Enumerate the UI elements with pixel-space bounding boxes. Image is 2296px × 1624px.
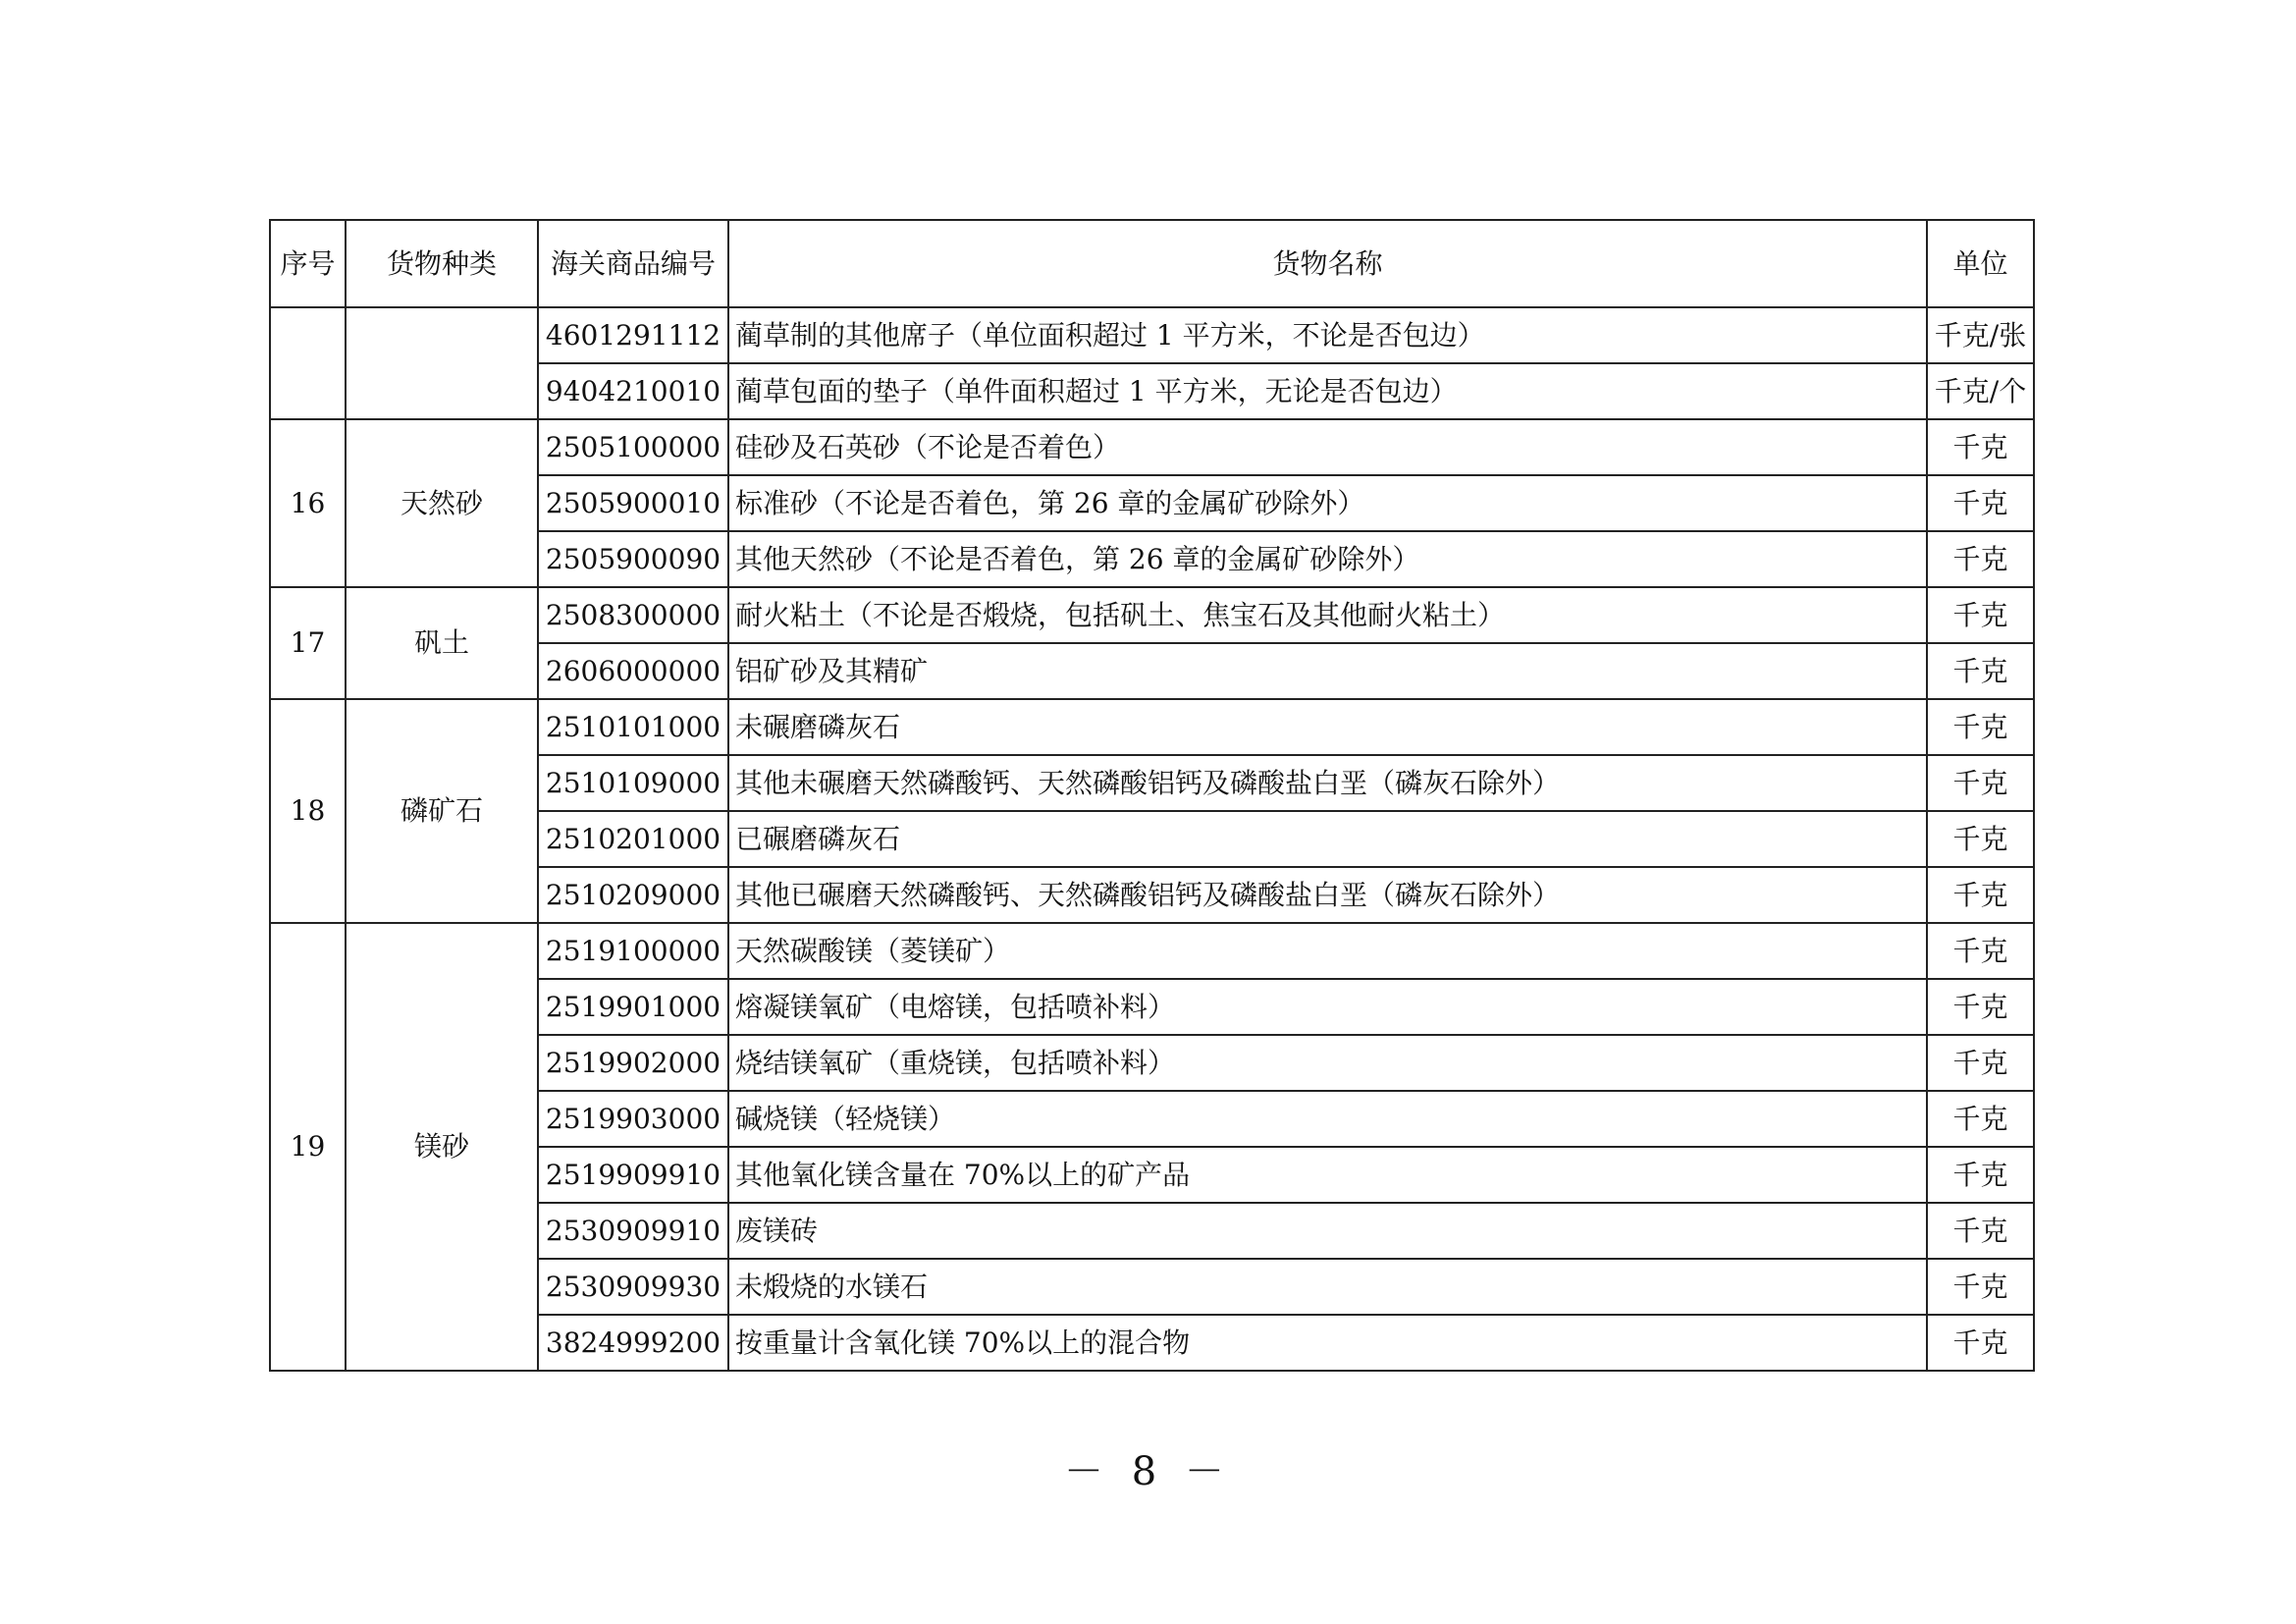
cell-code: 2510209000 xyxy=(538,867,728,923)
cell-code: 2519901000 xyxy=(538,979,728,1035)
cell-unit: 千克 xyxy=(1927,1091,2034,1147)
cell-unit: 千克 xyxy=(1927,923,2034,979)
cell-code: 2505900090 xyxy=(538,531,728,587)
cell-name: 其他已碾磨天然磷酸钙、天然磷酸铝钙及磷酸盐白垩（磷灰石除外） xyxy=(728,867,1927,923)
cell-name: 未煅烧的水镁石 xyxy=(728,1259,1927,1315)
cell-category xyxy=(346,307,538,419)
cell-unit: 千克 xyxy=(1927,867,2034,923)
cell-code: 2510109000 xyxy=(538,755,728,811)
cell-name: 标准砂（不论是否着色，第 26 章的金属矿砂除外） xyxy=(728,475,1927,531)
header-code: 海关商品编号 xyxy=(538,220,728,307)
cell-unit: 千克 xyxy=(1927,643,2034,699)
cell-name: 硅砂及石英砂（不论是否着色） xyxy=(728,419,1927,475)
cell-seq: 17 xyxy=(270,587,346,699)
cell-unit: 千克 xyxy=(1927,979,2034,1035)
cell-code: 2505100000 xyxy=(538,419,728,475)
cell-name: 烧结镁氧矿（重烧镁，包括喷补料） xyxy=(728,1035,1927,1091)
cell-category: 磷矿石 xyxy=(346,699,538,923)
cell-unit: 千克 xyxy=(1927,1259,2034,1315)
table-row xyxy=(270,307,2034,363)
cell-unit: 千克 xyxy=(1927,811,2034,867)
cell-name: 按重量计含氧化镁 70%以上的混合物 xyxy=(728,1315,1927,1371)
cell-code: 2519902000 xyxy=(538,1035,728,1091)
cell-name: 蔺草包面的垫子（单件面积超过 1 平方米，无论是否包边） xyxy=(728,363,1927,419)
cell-code: 3824999200 xyxy=(538,1315,728,1371)
cell-code: 2606000000 xyxy=(538,643,728,699)
cell-seq xyxy=(270,307,346,419)
cell-seq: 16 xyxy=(270,419,346,587)
cell-unit: 千克 xyxy=(1927,531,2034,587)
cell-name: 铝矿砂及其精矿 xyxy=(728,643,1927,699)
cell-name: 未碾磨磷灰石 xyxy=(728,699,1927,755)
page-number: － 8 － xyxy=(1064,1449,1232,1494)
cell-category: 镁砂 xyxy=(346,923,538,1371)
header-category: 货物种类 xyxy=(346,220,538,307)
header-unit: 单位 xyxy=(1927,220,2034,307)
table-header-row xyxy=(270,220,2034,307)
cell-code: 2519100000 xyxy=(538,923,728,979)
table-row xyxy=(270,587,2034,643)
header-seq: 序号 xyxy=(270,220,346,307)
cell-name: 其他天然砂（不论是否着色，第 26 章的金属矿砂除外） xyxy=(728,531,1927,587)
table-row xyxy=(270,699,2034,755)
cell-name: 废镁砖 xyxy=(728,1203,1927,1259)
cell-category: 天然砂 xyxy=(346,419,538,587)
cell-unit: 千克 xyxy=(1927,475,2034,531)
cell-name: 耐火粘土（不论是否煅烧，包括矾土、焦宝石及其他耐火粘土） xyxy=(728,587,1927,643)
cell-code: 4601291112 xyxy=(538,307,728,363)
cell-unit: 千克 xyxy=(1927,1035,2034,1091)
table-row xyxy=(270,923,2034,979)
cell-seq: 19 xyxy=(270,923,346,1371)
table-row xyxy=(270,419,2034,475)
cell-name: 天然碳酸镁（菱镁矿） xyxy=(728,923,1927,979)
cell-unit: 千克 xyxy=(1927,1315,2034,1371)
cell-code: 2510101000 xyxy=(538,699,728,755)
goods-table xyxy=(269,219,2035,1372)
cell-name: 蔺草制的其他席子（单位面积超过 1 平方米，不论是否包边） xyxy=(728,307,1927,363)
cell-name: 已碾磨磷灰石 xyxy=(728,811,1927,867)
cell-code: 9404210010 xyxy=(538,363,728,419)
cell-name: 碱烧镁（轻烧镁） xyxy=(728,1091,1927,1147)
table-body xyxy=(270,307,2034,1371)
cell-code: 2508300000 xyxy=(538,587,728,643)
cell-unit: 千克/个 xyxy=(1927,363,2034,419)
cell-code: 2530909910 xyxy=(538,1203,728,1259)
cell-unit: 千克/张 xyxy=(1927,307,2034,363)
cell-unit: 千克 xyxy=(1927,1203,2034,1259)
cell-code: 2519903000 xyxy=(538,1091,728,1147)
cell-unit: 千克 xyxy=(1927,587,2034,643)
cell-unit: 千克 xyxy=(1927,699,2034,755)
cell-code: 2519909910 xyxy=(538,1147,728,1203)
cell-category: 矾土 xyxy=(346,587,538,699)
cell-name: 其他未碾磨天然磷酸钙、天然磷酸铝钙及磷酸盐白垩（磷灰石除外） xyxy=(728,755,1927,811)
cell-unit: 千克 xyxy=(1927,755,2034,811)
cell-code: 2510201000 xyxy=(538,811,728,867)
cell-unit: 千克 xyxy=(1927,419,2034,475)
cell-code: 2530909930 xyxy=(538,1259,728,1315)
cell-name: 熔凝镁氧矿（电熔镁，包括喷补料） xyxy=(728,979,1927,1035)
cell-seq: 18 xyxy=(270,699,346,923)
cell-name: 其他氧化镁含量在 70%以上的矿产品 xyxy=(728,1147,1927,1203)
cell-code: 2505900010 xyxy=(538,475,728,531)
header-name: 货物名称 xyxy=(728,220,1927,307)
cell-unit: 千克 xyxy=(1927,1147,2034,1203)
